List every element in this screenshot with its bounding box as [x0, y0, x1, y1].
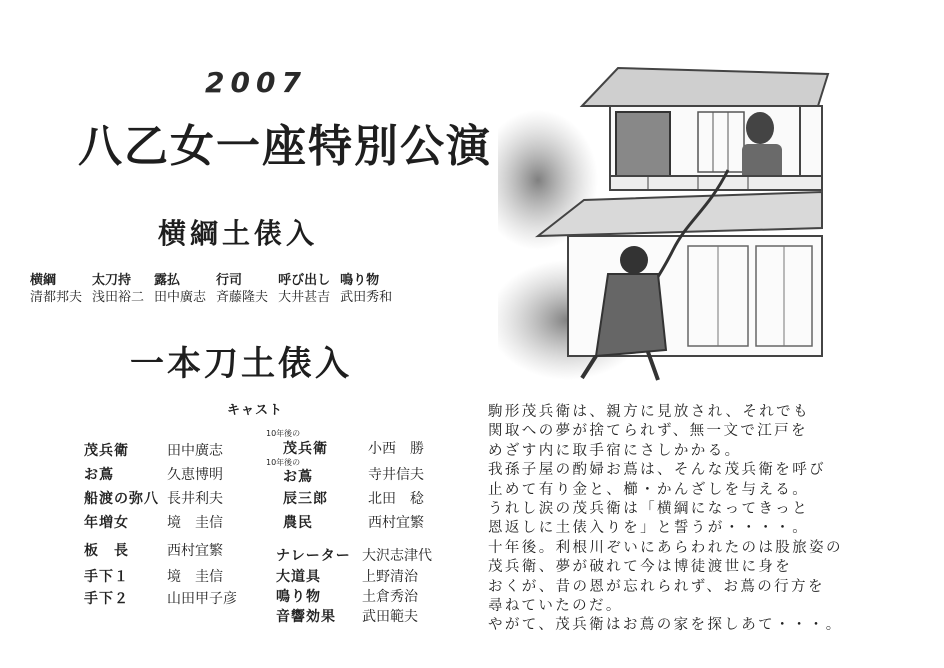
- role-name: 清都邦夫: [30, 290, 83, 305]
- story-line: 恩返しに土俵入りを」と誓うが・・・・。: [488, 520, 810, 537]
- cast-name: 田中廣志: [167, 443, 223, 459]
- cast-role: 手下２: [84, 591, 129, 607]
- cast-name: 小西 勝: [368, 441, 424, 457]
- staff-role: 音響効果: [276, 609, 336, 625]
- cast-name: 久恵博明: [167, 467, 223, 483]
- cast-name: 西村宜繁: [167, 543, 223, 559]
- cast-role: お蔦: [283, 469, 313, 485]
- cast-note: 10年後の: [266, 458, 301, 467]
- role-label: 露払: [154, 273, 181, 288]
- cast-name: 寺井信夫: [368, 467, 424, 483]
- cast-role: 茂兵衛: [283, 441, 328, 457]
- cast-role: 船渡の弥八: [84, 491, 159, 507]
- role-label: 呼び出し: [278, 273, 331, 288]
- staff-name: 上野清治: [362, 569, 418, 585]
- cast-role: 板 長: [84, 543, 129, 559]
- role-label: 横綱: [30, 273, 57, 288]
- cast-name: 境 圭信: [167, 569, 223, 585]
- cast-name: 西村宜繁: [368, 515, 424, 531]
- cast-name: 北田 稔: [368, 491, 424, 507]
- role-name: 斉藤隆夫: [216, 290, 269, 305]
- story-line: おくが、昔の恩が忘れられず、お蔦の行方を: [488, 578, 825, 595]
- story-line: 我孫子屋の酌婦お蔦は、そんな茂兵衛を呼び: [488, 462, 826, 479]
- story-line: 尋ねていたのだ。: [488, 598, 623, 615]
- cast-role: 茂兵衛: [84, 443, 129, 459]
- role-name: 武田秀和: [340, 290, 393, 305]
- cast-note: 10年後の: [266, 429, 301, 438]
- staff-name: 武田範夫: [362, 609, 418, 625]
- cast-heading: キャスト: [227, 403, 284, 418]
- role-entry: [278, 272, 330, 306]
- cast-role: 農民: [283, 515, 313, 531]
- role-name: 浅田裕二: [92, 290, 145, 305]
- cast-role: お蔦: [84, 467, 114, 483]
- role-label: 行司: [216, 273, 243, 288]
- role-name: 大井甚吉: [278, 290, 331, 305]
- role-entry: [30, 272, 82, 306]
- role-entry: [92, 272, 144, 306]
- cast-role: 辰三郎: [283, 491, 328, 507]
- staff-name: 大沢志津代: [362, 548, 432, 564]
- staff-name: 土倉秀治: [362, 589, 418, 605]
- story-line: 止めて有り金と、櫛・かんざしを与える。: [488, 481, 810, 498]
- cast-name: 長井利夫: [167, 491, 223, 507]
- dohyo-iri-roles: [30, 272, 402, 306]
- role-label: 太刀持: [92, 273, 132, 288]
- cast-name: 境 圭信: [167, 515, 223, 531]
- story-line: うれし涙の茂兵衛は「横綱になってきっと: [488, 501, 810, 518]
- cast-role: 年増女: [84, 515, 129, 531]
- story-line: やがて、茂兵衛はお蔦の家を探しあて・・・。: [488, 617, 843, 634]
- story-synopsis: [488, 403, 928, 636]
- role-name: 田中廣志: [154, 290, 207, 305]
- staff-role: 大道具: [276, 569, 321, 585]
- role-label: 鳴り物: [340, 273, 380, 288]
- role-entry: [340, 272, 392, 306]
- story-line: 茂兵衛、夢が破れて今は博徒渡世に身を: [488, 559, 793, 576]
- year-heading: 2007: [205, 66, 307, 99]
- story-line: めざす内に取手宿にさしかかる。: [488, 442, 742, 459]
- program-title-2: 一本刀土俵入: [130, 344, 352, 384]
- ink-illustration: [498, 60, 842, 390]
- role-entry: [216, 272, 268, 306]
- cast-role: 手下１: [84, 569, 129, 585]
- story-line: 十年後。利根川ぞいにあらわれたのは股旅姿の: [488, 539, 843, 556]
- staff-role: ナレーター: [276, 548, 351, 564]
- story-line: 駒形茂兵衛は、親方に見放され、それでも: [488, 404, 810, 420]
- cast-name: 山田甲子彦: [167, 591, 237, 607]
- event-title: 八乙女一座特別公演: [78, 121, 492, 172]
- role-entry: [154, 272, 206, 306]
- program-title-1: 横綱土俵入: [158, 217, 319, 250]
- staff-role: 鳴り物: [276, 589, 321, 605]
- story-line: 関取への夢が捨てられず、無一文で江戸を: [488, 423, 808, 440]
